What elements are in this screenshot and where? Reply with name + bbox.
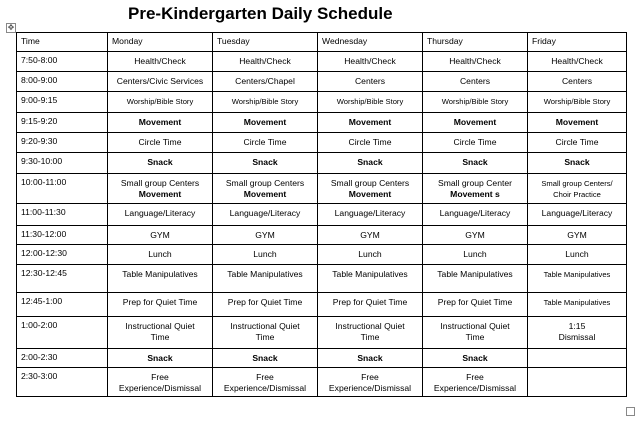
- cell-line: Movement: [348, 117, 392, 127]
- schedule-cell: [423, 317, 528, 349]
- schedule-cell: [423, 72, 528, 92]
- schedule-cell: [108, 349, 213, 368]
- table-row: [17, 72, 627, 92]
- schedule-cell: [108, 226, 213, 245]
- time-cell: 9:00-9:15: [17, 92, 108, 113]
- cell-line: Language/Literacy: [541, 208, 613, 218]
- cell-line: Table Manipulatives: [543, 298, 611, 307]
- cell-line: Prep for Quiet Time: [437, 297, 513, 307]
- schedule-cell: [528, 226, 627, 245]
- time-cell: 12:00-12:30: [17, 245, 108, 265]
- cell-line: Snack: [564, 157, 590, 167]
- table-row: [17, 92, 627, 113]
- table-resize-handle[interactable]: [626, 407, 635, 416]
- cell-line: Movement: [243, 117, 287, 127]
- table-row: [17, 174, 627, 204]
- cell-line: Movement: [243, 189, 287, 199]
- time-cell: 12:30-12:45: [17, 265, 108, 293]
- cell-line: Experience/Dismissal: [433, 383, 517, 393]
- cell-line: Language/Literacy: [124, 208, 196, 218]
- cell-line: Table Manipulatives: [122, 269, 198, 279]
- cell-line: GYM: [255, 230, 275, 240]
- schedule-cell: [318, 52, 423, 72]
- cell-line: Movement: [138, 117, 182, 127]
- cell-line: Health/Check: [344, 56, 396, 66]
- cell-line: Table Manipulatives: [227, 269, 303, 279]
- schedule-cell: [423, 133, 528, 153]
- schedule-cell: [528, 133, 627, 153]
- time-cell: 7:50-8:00: [17, 52, 108, 72]
- cell-line: Small group Centers: [120, 178, 200, 188]
- schedule-cell: [108, 174, 213, 204]
- cell-line: Language/Literacy: [229, 208, 301, 218]
- cell-line: Health/Check: [239, 56, 291, 66]
- cell-line: Circle Time: [243, 137, 287, 147]
- schedule-cell: [528, 174, 627, 204]
- time-cell: 9:20-9:30: [17, 133, 108, 153]
- cell-line: Table Manipulatives: [332, 269, 408, 279]
- cell-line: GYM: [150, 230, 170, 240]
- schedule-cell: [318, 293, 423, 317]
- header-wednesday: Wednesday: [318, 33, 423, 52]
- table-row: [17, 113, 627, 133]
- cell-line: Free: [151, 372, 169, 382]
- schedule-cell: [108, 204, 213, 226]
- cell-line: Prep for Quiet Time: [227, 297, 303, 307]
- header-row: [17, 33, 627, 52]
- time-cell: 11:30-12:00: [17, 226, 108, 245]
- cell-line: Health/Check: [551, 56, 603, 66]
- cell-line: Lunch: [565, 249, 589, 259]
- cell-line: Instructional Quiet: [230, 321, 300, 331]
- cell-line: Instructional Quiet: [125, 321, 195, 331]
- schedule-cell: [108, 92, 213, 113]
- cell-line: Circle Time: [453, 137, 497, 147]
- schedule-cell: [423, 368, 528, 397]
- cell-line: Worship/Bible Story: [441, 97, 509, 106]
- schedule-cell: [108, 293, 213, 317]
- table-row: [17, 245, 627, 265]
- schedule-cell: [528, 368, 627, 397]
- schedule-cell: [213, 153, 318, 174]
- schedule-cell: [318, 92, 423, 113]
- cell-line: Time: [255, 332, 275, 342]
- cell-line: Lunch: [358, 249, 382, 259]
- cell-line: GYM: [360, 230, 380, 240]
- schedule-cell: [528, 92, 627, 113]
- schedule-cell: [213, 226, 318, 245]
- time-cell: 1:00-2:00: [17, 317, 108, 349]
- header-monday: Monday: [108, 33, 213, 52]
- cell-line: Time: [150, 332, 170, 342]
- schedule-cell: [213, 174, 318, 204]
- cell-line: Instructional Quiet: [440, 321, 510, 331]
- title-text: Pre-Kindergarten Daily Schedule: [128, 4, 393, 23]
- schedule-cell: [213, 72, 318, 92]
- cell-line: Snack: [357, 353, 383, 363]
- schedule-cell: [528, 265, 627, 293]
- header-friday: Friday: [528, 33, 627, 52]
- cell-line: Time: [465, 332, 485, 342]
- time-cell: 12:45-1:00: [17, 293, 108, 317]
- schedule-cell: [318, 72, 423, 92]
- time-cell: 2:00-2:30: [17, 349, 108, 368]
- table-row: [17, 349, 627, 368]
- cell-line: Worship/Bible Story: [126, 97, 194, 106]
- time-cell: 10:00-11:00: [17, 174, 108, 204]
- schedule-cell: [213, 133, 318, 153]
- schedule-cell: [213, 92, 318, 113]
- cell-line: Worship/Bible Story: [336, 97, 404, 106]
- schedule-cell: [318, 265, 423, 293]
- cell-line: Snack: [462, 353, 488, 363]
- schedule-cell: [528, 72, 627, 92]
- time-cell: 9:15-9:20: [17, 113, 108, 133]
- schedule-cell: [528, 153, 627, 174]
- header-tuesday: Tuesday: [213, 33, 318, 52]
- cell-line: Snack: [147, 353, 173, 363]
- cell-line: Circle Time: [138, 137, 182, 147]
- cell-line: Experience/Dismissal: [328, 383, 412, 393]
- header-thursday: Thursday: [423, 33, 528, 52]
- cell-line: Free: [256, 372, 274, 382]
- cell-line: Time: [360, 332, 380, 342]
- schedule-cell: [528, 349, 627, 368]
- table-row: [17, 317, 627, 349]
- schedule-cell: [423, 113, 528, 133]
- cell-line: Centers: [354, 76, 386, 86]
- schedule-cell: [108, 153, 213, 174]
- cell-line: GYM: [465, 230, 485, 240]
- schedule-cell: [423, 204, 528, 226]
- table-row: [17, 293, 627, 317]
- schedule-cell: [318, 113, 423, 133]
- schedule-cell: [213, 265, 318, 293]
- cell-line: Movement: [348, 189, 392, 199]
- cell-line: Snack: [147, 157, 173, 167]
- table-row: [17, 133, 627, 153]
- cell-line: Prep for Quiet Time: [122, 297, 198, 307]
- cell-line: Small group Centers: [330, 178, 410, 188]
- cell-line: Dismissal: [558, 332, 596, 342]
- schedule-cell: [318, 368, 423, 397]
- cell-line: Lunch: [148, 249, 172, 259]
- cell-line: Movement: [453, 117, 497, 127]
- schedule-cell: [213, 204, 318, 226]
- cell-line: 1:15: [568, 321, 586, 331]
- time-cell: 11:00-11:30: [17, 204, 108, 226]
- cell-line: Prep for Quiet Time: [332, 297, 408, 307]
- cell-line: Snack: [357, 157, 383, 167]
- schedule-cell: [528, 52, 627, 72]
- schedule-cell: [528, 113, 627, 133]
- cell-line: Snack: [252, 353, 278, 363]
- cell-line: Small group Centers: [225, 178, 305, 188]
- table-row: [17, 226, 627, 245]
- cell-line: Centers/Chapel: [235, 76, 295, 86]
- cell-line: Lunch: [253, 249, 277, 259]
- cell-line: Language/Literacy: [334, 208, 406, 218]
- cell-line: Health/Check: [134, 56, 186, 66]
- schedule-cell: [423, 153, 528, 174]
- schedule-cell: [213, 113, 318, 133]
- schedule-cell: [108, 133, 213, 153]
- schedule-cell: [318, 204, 423, 226]
- cell-line: Snack: [462, 157, 488, 167]
- schedule-cell: [318, 174, 423, 204]
- cell-line: Table Manipulatives: [543, 270, 611, 279]
- cell-line: GYM: [567, 230, 587, 240]
- cell-line: Free: [361, 372, 379, 382]
- schedule-cell: [318, 245, 423, 265]
- time-cell: 2:30-3:00: [17, 368, 108, 397]
- cell-line: Choir Practice: [553, 190, 601, 199]
- schedule-cell: [108, 245, 213, 265]
- schedule-cell: [318, 226, 423, 245]
- table-row: [17, 52, 627, 72]
- schedule-cell: [423, 226, 528, 245]
- cell-line: Circle Time: [555, 137, 599, 147]
- cell-line: Health/Check: [449, 56, 501, 66]
- schedule-cell: [213, 349, 318, 368]
- schedule-cell: [423, 174, 528, 204]
- schedule-cell: [528, 204, 627, 226]
- cell-line: Movement s: [450, 189, 500, 199]
- table-row: [17, 265, 627, 293]
- schedule-cell: [318, 133, 423, 153]
- cell-line: Language/Literacy: [439, 208, 511, 218]
- schedule-cell: [423, 265, 528, 293]
- schedule-cell: [108, 72, 213, 92]
- cell-line: Worship/Bible Story: [231, 97, 299, 106]
- table-move-handle-icon[interactable]: ✥: [7, 23, 15, 32]
- cell-line: Snack: [252, 157, 278, 167]
- cell-line: Centers/Civic Services: [116, 76, 204, 86]
- schedule-cell: [318, 317, 423, 349]
- schedule-cell: [423, 349, 528, 368]
- cell-line: Movement: [138, 189, 182, 199]
- schedule-cell: [108, 368, 213, 397]
- schedule-cell: [213, 293, 318, 317]
- schedule-cell: [108, 113, 213, 133]
- schedule-cell: [213, 52, 318, 72]
- cell-line: Instructional Quiet: [335, 321, 405, 331]
- cell-line: Free: [466, 372, 484, 382]
- schedule-cell: [108, 317, 213, 349]
- schedule-cell: [423, 245, 528, 265]
- cell-line: Centers: [561, 76, 593, 86]
- schedule-cell: [423, 293, 528, 317]
- schedule-cell: [213, 317, 318, 349]
- time-cell: 9:30-10:00: [17, 153, 108, 174]
- schedule-cell: [318, 349, 423, 368]
- cell-line: Experience/Dismissal: [223, 383, 307, 393]
- schedule-cell: [318, 153, 423, 174]
- table-row: [17, 368, 627, 397]
- cell-line: Lunch: [463, 249, 487, 259]
- cell-line: Experience/Dismissal: [118, 383, 202, 393]
- schedule-table: [16, 32, 627, 397]
- schedule-cell: [213, 245, 318, 265]
- cell-line: Small group Center: [437, 178, 513, 188]
- schedule-cell: [213, 368, 318, 397]
- cell-line: Table Manipulatives: [437, 269, 513, 279]
- schedule-cell: [528, 245, 627, 265]
- table-row: [17, 204, 627, 226]
- cell-line: Centers: [459, 76, 491, 86]
- cell-line: Movement: [555, 117, 599, 127]
- schedule-cell: [108, 52, 213, 72]
- table-row: [17, 153, 627, 174]
- schedule-cell: [423, 52, 528, 72]
- schedule-cell: [108, 265, 213, 293]
- cell-line: Small group Centers/: [541, 179, 613, 188]
- schedule-cell: [423, 92, 528, 113]
- cell-line: Circle Time: [348, 137, 392, 147]
- cell-line: Worship/Bible Story: [543, 97, 611, 106]
- header-time: Time: [17, 33, 108, 52]
- schedule-cell: [528, 293, 627, 317]
- time-cell: 8:00-9:00: [17, 72, 108, 92]
- schedule-cell: [528, 317, 627, 349]
